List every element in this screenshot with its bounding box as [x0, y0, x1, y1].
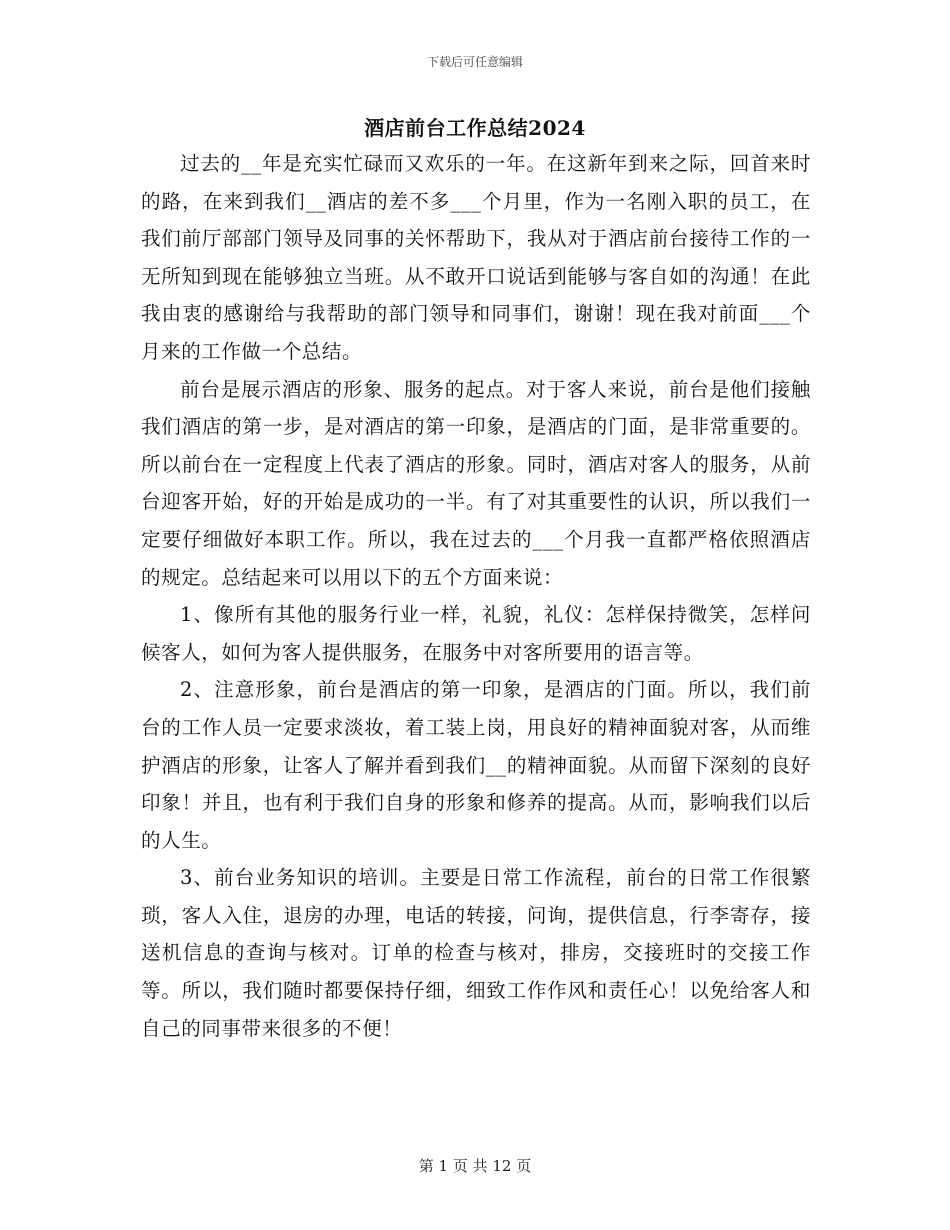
document-body — [141, 145, 811, 1047]
document-title: 酒店前台工作总结2024 — [364, 116, 586, 140]
page-footer-page-number: 第 1 页 共 12 页 — [418, 1157, 532, 1175]
page-header-note: 下载后可任意编辑 — [426, 55, 523, 69]
paragraph-front-desk-role: 前台是展示酒店的形象、服务的起点。对于客人来说，前台是他们接触我们酒店的第一步，是对酒店的第一印象，是酒店的门面，是非常重要的。所以前台在一定程度上代表了酒店的形象。同时，酒店对客人的服务，从前台迎客开始，好的开始是成功的一半。有了对其重要性的认识，所以我们一定要仔细做好本职工作。所以，我在过去的___个月我一直都严格依照酒店的规定。总结起来可以用以下的五个方面来说： — [141, 377, 811, 589]
paragraph-point-3-training: 3、前台业务知识的培训。主要是日常工作流程，前台的日常工作很繁琐，客人入住，退房的办理，电话的转接，问询，提供信息，行李寄存，接送机信息的查询与核对。订单的检查与核对，排房，交接班时的交接工作等。所以，我们随时都要保持仔细，细致工作作风和责任心！以免给客人和自己的同事带来很多的不便！ — [141, 866, 811, 1040]
paragraph-point-1-etiquette: 1、像所有其他的服务行业一样，礼貌，礼仪：怎样保持微笑，怎样问候客人，如何为客人提供服务，在服务中对客所要用的语言等。 — [141, 603, 811, 664]
paragraph-intro: 过去的__年是充实忙碌而又欢乐的一年。在这新年到来之际，回首来时的路，在来到我们__酒店的差不多___个月里，作为一名刚入职的员工，在我们前厅部部门领导及同事的关怀帮助下，我从对于酒店前台接待工作的一无所知到现在能够独立当班。从不敢开口说话到能够与客自如的沟通！在此我由衷的感谢给与我帮助的部门领导和同事们，谢谢！现在我对前面___个月来的工作做一个总结。 — [141, 152, 811, 363]
paragraph-point-2-image: 2、注意形象，前台是酒店的第一印象，是酒店的门面。所以，我们前台的工作人员一定要求淡妆，着工装上岗，用良好的精神面貌对客，从而维护酒店的形象，让客人了解并看到我们__的精神面貌。从而留下深刻的良好印象！并且，也有利于我们自身的形象和修养的提高。从而，影响我们以后的人生。 — [141, 678, 811, 852]
